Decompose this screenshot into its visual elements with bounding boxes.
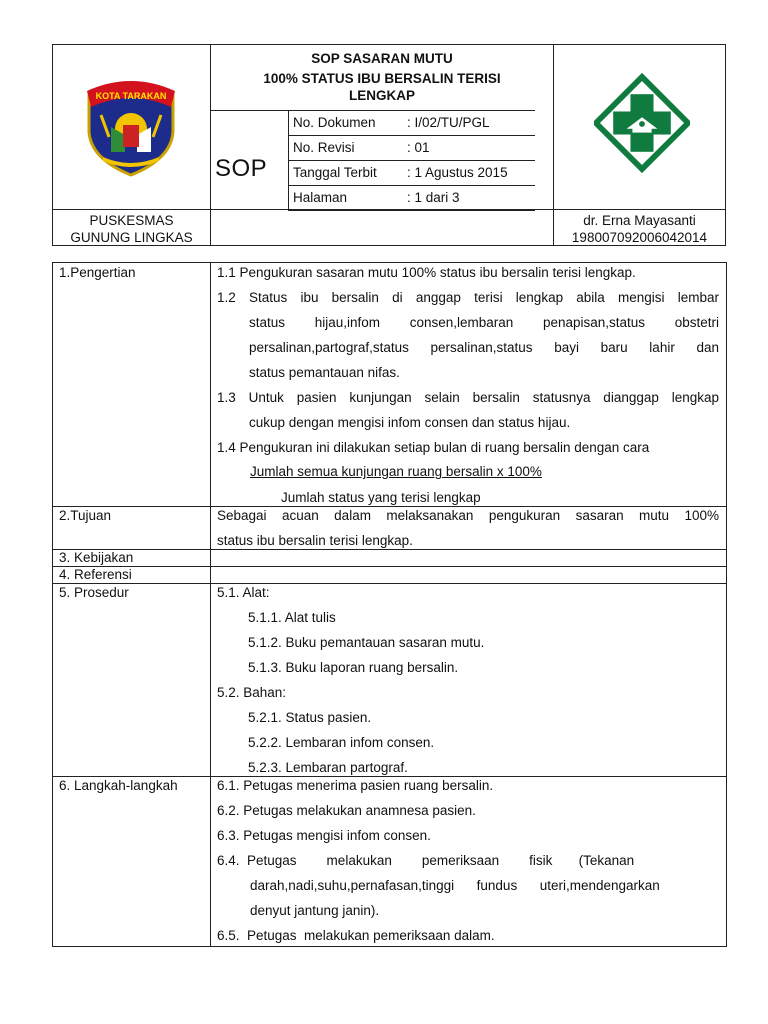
langkah-line: 6.2. Petugas melakukan anamnesa pasien. xyxy=(217,803,476,818)
formula-denominator: Jumlah status yang terisi lengkap xyxy=(281,490,481,505)
prosedur-line: 5.1.1. Alat tulis xyxy=(248,610,336,625)
document-title xyxy=(211,45,553,104)
langkah-line: 6.3. Petugas mengisi infom consen. xyxy=(217,828,431,843)
pengertian-line: 1.4 Pengukuran ini dilakukan setiap bulan di ruang bersalin dengan cara xyxy=(217,440,650,455)
pengertian-line: 1.2 Status ibu bersalin di anggap terisi lengkap abila mengisi lembar xyxy=(217,290,719,305)
pengertian-line: persalinan,partograf,status persalinan,status bayi baru lahir dan xyxy=(249,340,719,355)
sop-header-table xyxy=(52,44,726,246)
prosedur-line: 5.1.3. Buku laporan ruang bersalin. xyxy=(248,660,459,675)
meta-value: : 1 dari 3 xyxy=(407,190,460,205)
pengertian-line: 1.1 Pengukuran sasaran mutu 100% status ibu bersalin terisi lengkap. xyxy=(217,265,636,280)
meta-key: No. Revisi xyxy=(293,140,355,155)
org-line-1: PUSKESMAS xyxy=(89,213,174,228)
org-line-2: GUNUNG LINGKAS xyxy=(70,230,193,245)
approver xyxy=(554,212,725,246)
meta-row-dokumen xyxy=(289,111,535,135)
title-line-1: SOP SASARAN MUTU xyxy=(311,51,453,66)
langkah-line: 6.1. Petugas menerima pasien ruang bersalin. xyxy=(217,778,494,793)
meta-row-tanggal xyxy=(289,161,535,185)
meta-key: No. Dokumen xyxy=(293,115,376,130)
prosedur-line: 5.1. Alat: xyxy=(217,585,270,600)
pengertian-line: status pemantauan nifas. xyxy=(249,365,400,380)
meta-row-halaman xyxy=(289,186,535,210)
langkah-line: denyut jantung janin). xyxy=(250,903,380,918)
logo-text: KOTA TARAKAN xyxy=(95,91,167,101)
meta-value: : 1 Agustus 2015 xyxy=(407,165,508,180)
tujuan-line: Sebagai acuan dalam melaksanakan pengukuran sasaran mutu 100% xyxy=(217,508,719,523)
langkah-line: darah,nadi,suhu,pernafasan,tinggi fundus uteri,mendengarkan xyxy=(250,878,660,893)
langkah-line: 6.5. Petugas melakukan pemeriksaan dalam. xyxy=(217,928,495,943)
prosedur-line: 5.2.1. Status pasien. xyxy=(248,710,372,725)
section-label-prosedur: 5. Prosedur xyxy=(59,585,129,600)
meta-row-revisi xyxy=(289,136,535,160)
prosedur-line: 5.2. Bahan: xyxy=(217,685,287,700)
section-label-langkah: 6. Langkah-langkah xyxy=(59,778,178,793)
prosedur-line: 5.2.2. Lembaran infom consen. xyxy=(248,735,435,750)
title-line-3: LENGKAP xyxy=(348,88,415,103)
section-label-pengertian: 1.Pengertian xyxy=(59,265,136,280)
org-name xyxy=(53,212,210,246)
kota-tarakan-logo xyxy=(81,77,181,177)
meta-key: Tanggal Terbit xyxy=(293,165,377,180)
pengertian-line: status hijau,infom consen,lembaran penapisan,status obstetri xyxy=(249,315,719,330)
meta-key: Halaman xyxy=(293,190,348,205)
sop-label: SOP xyxy=(215,155,268,182)
pengertian-line: cukup dengan mengisi infom consen dan status hijau. xyxy=(249,415,571,430)
title-line-2: 100% STATUS IBU BERSALIN TERISI xyxy=(263,71,501,86)
tujuan-line: status ibu bersalin terisi lengkap. xyxy=(217,533,413,548)
section-label-referensi: 4. Referensi xyxy=(59,567,132,582)
puskesmas-logo xyxy=(594,73,690,173)
section-label-kebijakan: 3. Kebijakan xyxy=(59,550,134,565)
langkah-line: 6.4. Petugas melakukan pemeriksaan fisik (Tekanan xyxy=(217,853,635,868)
meta-value: : I/02/TU/PGL xyxy=(407,115,490,130)
section-label-tujuan: 2.Tujuan xyxy=(59,508,112,523)
prosedur-line: 5.1.2. Buku pemantauan sasaran mutu. xyxy=(248,635,485,650)
pengertian-line: 1.3 Untuk pasien kunjungan selain bersalin statusnya dianggap lengkap xyxy=(217,390,719,405)
prosedur-line: 5.2.3. Lembaran partograf. xyxy=(248,760,408,775)
approver-name: dr. Erna Mayasanti xyxy=(583,213,696,228)
approver-nip: 198007092006042014 xyxy=(571,230,708,245)
meta-value: : 01 xyxy=(407,140,430,155)
formula-numerator: Jumlah semua kunjungan ruang bersalin x 100% xyxy=(250,464,542,479)
sop-content-table xyxy=(52,262,727,947)
